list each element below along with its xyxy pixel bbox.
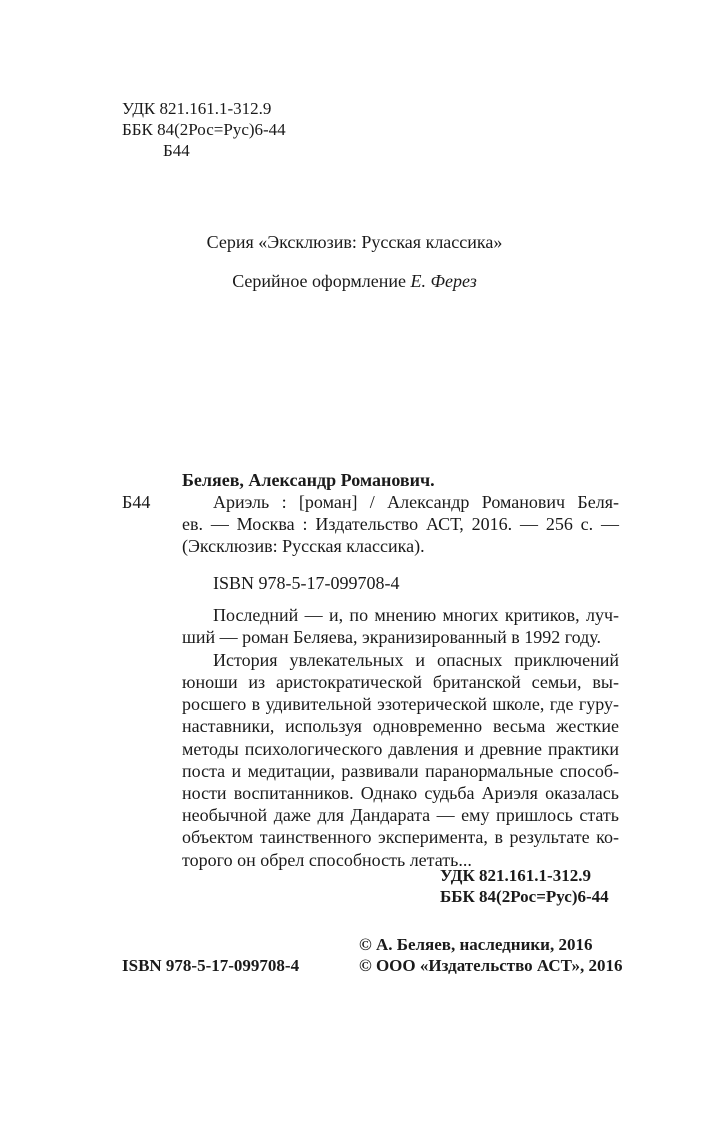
catalog-author-mark: Б44 xyxy=(122,492,151,512)
annotation-line: ший — роман Беляева, экранизированный в 1992 году. xyxy=(182,627,601,647)
series-design xyxy=(0,270,709,292)
annotation-line: История увлекательных и опасных приключений xyxy=(213,650,619,670)
copyright-line-1: © А. Беляев, наследники, 2016 xyxy=(359,935,593,954)
annotation-p1-rest xyxy=(182,626,619,648)
udk-code: УДК 821.161.1-312.9 xyxy=(122,99,272,118)
bbk-code: ББК 84(2Рос=Рус)6-44 xyxy=(122,120,286,139)
annotation-line: поста и медитации, развивали паранормальные способ- xyxy=(182,760,619,781)
author-mark: Б44 xyxy=(163,141,190,160)
copyright-isbn: ISBN 978-5-17-099708-4 xyxy=(122,956,300,975)
annotation-line: необычной даже для Дандарата — ему пришлось стать xyxy=(182,805,619,826)
series-design-label: Серийное оформление xyxy=(232,271,407,291)
annotation-line: юноши из аристократической британской семьи, вы- xyxy=(182,672,619,692)
annotation-line: росшего в удивительной эзотерической школе, где гуру- xyxy=(182,694,619,715)
catalog-description-line: ев. — Москва : Издательство АСТ, 2016. — 256 с. — xyxy=(182,514,619,534)
series-line: Серия «Эксклюзив: Русская классика» xyxy=(206,232,503,252)
catalog-description-rest xyxy=(182,513,619,557)
annotation-p2-rest xyxy=(182,671,619,871)
catalog-author-heading: Беляев, Александр Романович. xyxy=(182,470,435,490)
annotation-line: ности воспитанников. Однако судьба Ариэля оказалась xyxy=(182,783,619,804)
footer-bbk-code: ББК 84(2Рос=Рус)6-44 xyxy=(440,887,609,906)
series-designer: Е. Ферез xyxy=(410,271,477,291)
annotation-line: Последний — и, по мнению многих критиков, луч- xyxy=(213,605,619,625)
catalog-description-line: (Эксклюзив: Русская классика). xyxy=(182,536,425,557)
footer-udk-code: УДК 821.161.1-312.9 xyxy=(440,866,591,885)
annotation-p1-first xyxy=(213,604,619,626)
annotation-line: методы психологического давления и древние практики xyxy=(182,738,619,759)
annotation-line: наставники, используя одновременно весьма жесткие xyxy=(182,716,619,737)
copyright-line-2: © ООО «Издательство АСТ», 2016 xyxy=(359,956,623,975)
catalog-isbn: ISBN 978-5-17-099708-4 xyxy=(213,573,400,593)
annotation-line: объектом таинственного эксперимента, в результате ко- xyxy=(182,827,619,848)
annotation-p2-first xyxy=(213,649,619,671)
catalog-description-line: Ариэль : [роман] / Александр Романович Беля- xyxy=(213,492,619,512)
catalog-description-first xyxy=(213,491,619,513)
annotation-line: торого он обрел способность летать... xyxy=(182,849,472,870)
